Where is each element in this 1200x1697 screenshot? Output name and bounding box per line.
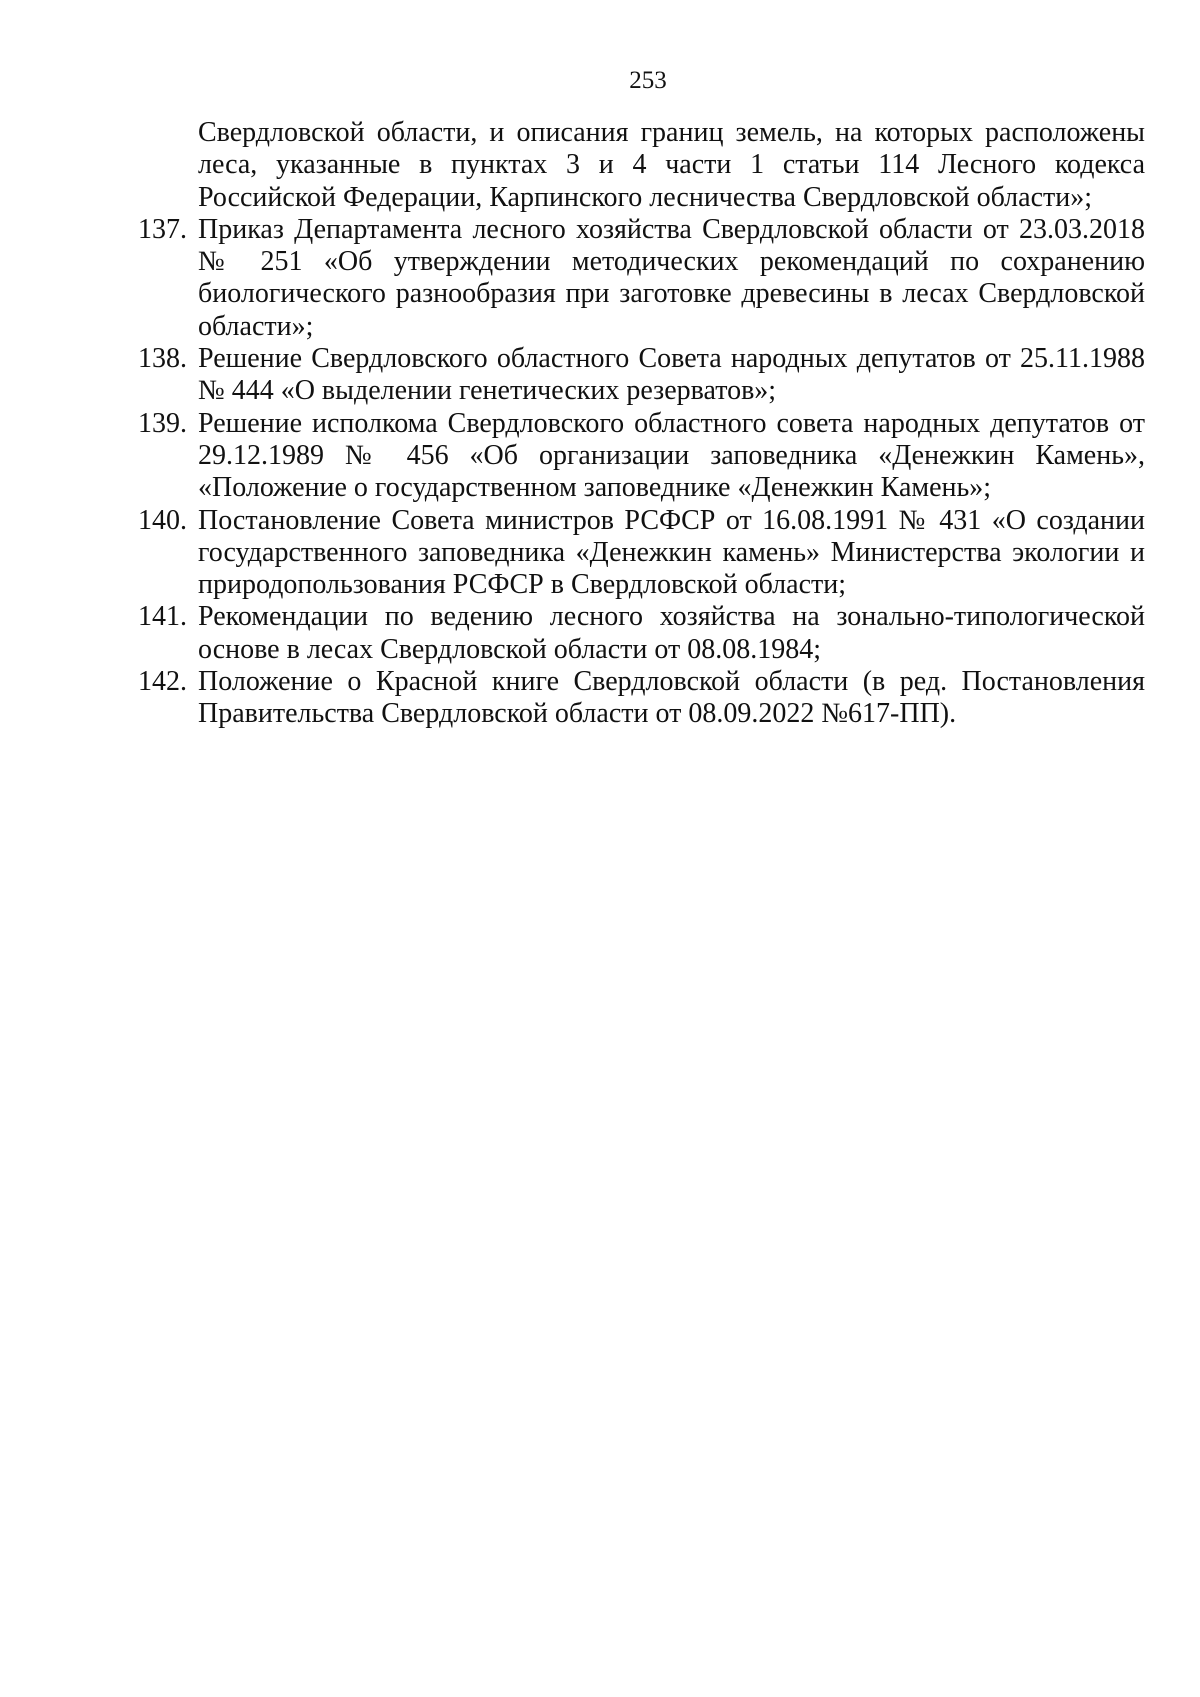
reference-item-138 [0, 343, 1200, 408]
reference-text: Положение о Красной книге Свердловской области (в ред. Постановления Правительства Свердловской области от 08.09.2022 №617-ПП). [198, 666, 1145, 730]
reference-text: Решение Свердловского областного Совета народных депутатов от 25.11.1988 № 444 «О выделении генетических резерватов»; [198, 343, 1145, 407]
reference-number: 137. [138, 213, 187, 245]
reference-item-137 [0, 214, 1200, 343]
reference-number: 138. [138, 343, 187, 375]
reference-item-140 [0, 505, 1200, 602]
page-number: 253 [629, 67, 667, 94]
reference-list [0, 117, 1200, 731]
reference-text: Постановление Совета министров РСФСР от 16.08.1991 № 431 «О создании государственного заповедника «Денежкин камень» Министерства экологии и природопользования РСФСР в Свердловской области; [198, 504, 1145, 601]
reference-text: Приказ Департамента лесного хозяйства Свердловской области от 23.03.2018 № 251 «Об утверждении методических рекомендаций по сохранению биологического разнообразия при заготовке древесины в лесах Свердловской области»; [198, 213, 1145, 342]
reference-item-142 [0, 666, 1200, 731]
reference-number: 140. [138, 504, 187, 536]
reference-number: 139. [138, 407, 187, 439]
reference-item-141 [0, 601, 1200, 666]
continued-reference-text: Свердловской области, и описания границ земель, на которых расположены леса, указанные в пунктах 3 и 4 части 1 статьи 114 Лесного кодекса Российской Федерации, Карпинского лесничества Свердловской области»; [198, 117, 1145, 213]
reference-text: Решение исполкома Свердловского областного совета народных депутатов от 29.12.1989 № 456 «Об организации заповедника «Денежкин Камень», «Положение о государственном заповеднике «Денежкин Камень»; [198, 407, 1145, 504]
reference-text: Рекомендации по ведению лесного хозяйства на зонально-типологической основе в лесах Свердловской области от 08.08.1984; [198, 601, 1145, 665]
reference-item-139 [0, 408, 1200, 505]
reference-number: 142. [138, 666, 187, 698]
reference-number: 141. [138, 601, 187, 633]
